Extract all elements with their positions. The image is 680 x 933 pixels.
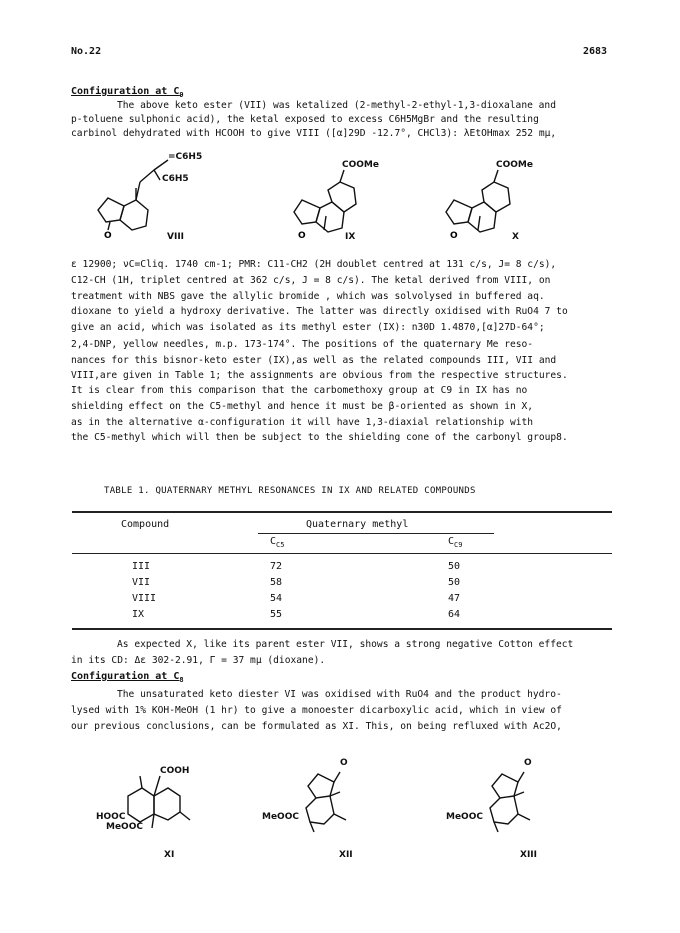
- structure-ix-drawing: [290, 160, 400, 240]
- structure-label-xi: XI: [164, 850, 175, 860]
- structure-xii: [262, 752, 382, 832]
- table-cell-c9: 50: [448, 577, 461, 588]
- structure-viii: [88, 148, 228, 248]
- substituent-label: C6H5: [162, 174, 189, 184]
- table-cell-c5: 58: [270, 577, 283, 588]
- structure-viii-drawing: [88, 148, 228, 248]
- table-cell-compound: VII: [132, 577, 151, 588]
- text-line: carbinol dehydrated with HCOOH to give VIII ([α]29D -12.7°, CHCl3): λEtOHmax 252 mμ,: [71, 128, 557, 139]
- table-header-compound: Compound: [121, 519, 170, 530]
- structure-label-ix: IX: [345, 232, 356, 242]
- table-group-rule: [258, 533, 494, 534]
- structure-xiii: [446, 752, 566, 832]
- text-line: the C5-methyl which will then be subject to the shielding cone of the carbonyl group8.: [71, 432, 568, 443]
- paragraph-body: [71, 258, 616, 446]
- text-line: p-toluene sulphonic acid), the ketal exposed to excess C6H5MgBr and the resulting: [71, 114, 539, 125]
- section-heading-c8: Configuration at $C_8$: [71, 671, 184, 684]
- table-cell-c9: 50: [448, 561, 461, 572]
- table-header-rule: [72, 553, 612, 554]
- table-cell-compound: VIII: [132, 593, 157, 604]
- text-line: treatment with NBS gave the allylic bromide , which was solvolysed in buffered aq.: [71, 291, 545, 302]
- text-line: in its CD: Δε 302-2.91, Γ = 37 mμ (dioxane).: [71, 655, 326, 666]
- table-cell-c5: 54: [270, 593, 283, 604]
- table-cell-compound: IX: [132, 609, 145, 620]
- substituent-label: =C6H5: [168, 152, 203, 162]
- table-top-rule: [72, 511, 612, 513]
- substituent-label: MeOOC: [106, 822, 143, 832]
- text-line: It is clear from this comparison that the carbomethoxy group at C9 in IX has no: [71, 385, 528, 396]
- table-header-group: Quaternary methyl: [306, 519, 409, 530]
- table-cell-c5: 55: [270, 609, 283, 620]
- structure-label-xii: XII: [339, 850, 353, 860]
- structure-label-x: X: [512, 232, 519, 242]
- text-line: nances for this bisnor-keto ester (IX),as well as the related compounds III, VII and: [71, 355, 557, 366]
- text-line: C12-CH (1H, triplet centred at 362 c/s, J = 8 c/s). The ketal derived from VIII, on: [71, 275, 551, 286]
- table-cell-c9: 47: [448, 593, 461, 604]
- svg-text:O: O: [104, 231, 112, 241]
- table-cell-compound: III: [132, 561, 151, 572]
- text-line: VIII,are given in Table 1; the assignments are obvious from the respective structures.: [71, 370, 568, 381]
- journal-issue: No.22: [71, 46, 102, 57]
- page-number: 2683: [583, 46, 608, 57]
- substituent-label: COOH: [160, 766, 190, 776]
- structure-xi: [96, 762, 226, 842]
- section-heading-c9: Configuration at $C_9$: [71, 86, 184, 99]
- text-line: The unsaturated keto diester VI was oxidised with RuO4 and the product hydro-: [117, 689, 562, 700]
- substituent-label: COOMe: [496, 160, 533, 170]
- text-line: give an acid, which was isolated as its methyl ester (IX): n30D 1.4870,[α]27D-64°;: [71, 322, 545, 333]
- text-line: shielding effect on the C5-methyl and hence it must be β-oriented as shown in X,: [71, 401, 534, 412]
- structure-x: [440, 160, 560, 240]
- text-line: The above keto ester (VII) was ketalized (2-methyl-2-ethyl-1,3-dioxalane and: [117, 100, 556, 111]
- structure-x-drawing: [440, 160, 560, 240]
- text-line: ε 12900; νC=Cliq. 1740 cm-1; PMR: C11-CH2 (2H doublet centred at 131 c/s, J= 8 c/s),: [71, 259, 557, 270]
- svg-text:O: O: [450, 231, 458, 241]
- substituent-label: O: [340, 758, 348, 768]
- paragraph-after-table: [71, 638, 616, 670]
- structure-label-xiii: XIII: [520, 850, 537, 860]
- svg-text:O: O: [298, 231, 306, 241]
- structure-ix: [290, 160, 400, 240]
- paragraph-c9: [71, 99, 616, 141]
- substituent-label: MeOOC: [262, 812, 299, 822]
- text-line: lysed with 1% KOH-MeOH (1 hr) to give a monoester dicarboxylic acid, which in view of: [71, 705, 562, 716]
- text-line: As expected X, like its parent ester VII, shows a strong negative Cotton effect: [117, 639, 574, 650]
- table-subheader-c9: $C_{C9}$: [448, 536, 463, 549]
- text-line: dioxane to yield a hydroxy derivative. The latter was directly oxidised with RuO4 7 to: [71, 306, 568, 317]
- text-line: our previous conclusions, can be formulated as XI. This, on being refluxed with Ac2O,: [71, 721, 562, 732]
- substituent-label: O: [524, 758, 532, 768]
- paragraph-c8: [71, 688, 616, 736]
- substituent-label: HOOC: [96, 812, 126, 822]
- table-cell-c9: 64: [448, 609, 461, 620]
- table-title: TABLE 1. QUATERNARY METHYL RESONANCES IN IX AND RELATED COMPOUNDS: [104, 486, 476, 496]
- table-subheader-c5: $C_{C5}$: [270, 536, 285, 549]
- text-line: 2,4-DNP, yellow needles, m.p. 173-174°. The positions of the quaternary Me reso-: [71, 339, 534, 350]
- structure-label-viii: VIII: [167, 232, 185, 242]
- table-bottom-rule: [72, 628, 612, 630]
- substituent-label: COOMe: [342, 160, 379, 170]
- substituent-label: MeOOC: [446, 812, 483, 822]
- text-line: as in the alternative α-configuration it will have 1,3-diaxial relationship with: [71, 417, 534, 428]
- table-cell-c5: 72: [270, 561, 283, 572]
